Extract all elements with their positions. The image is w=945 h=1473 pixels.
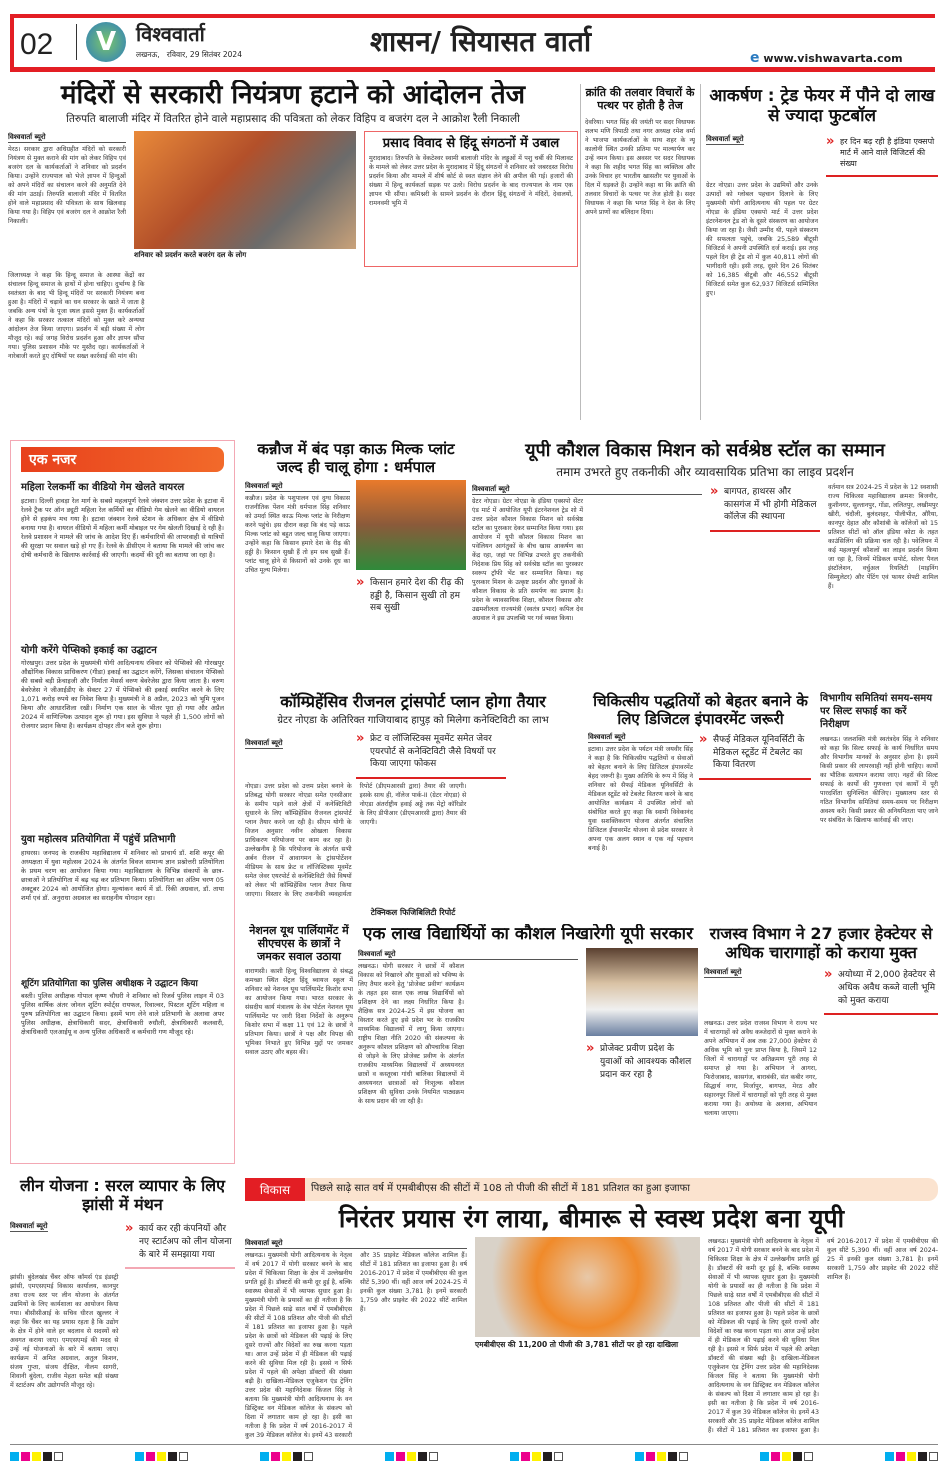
minister-photo bbox=[356, 480, 466, 570]
byline: विश्ववार्ता ब्यूरो bbox=[8, 133, 126, 143]
article-body: देवरिया। भगत सिंह की जयंती पर सदर विधायक शलभ मणि त्रिपाठी तथा नगर अध्यक्ष रमेश वर्मा ने भाजपा कार्यकर्ताओं के साथ शहर के न्यू कालोनी स्थित उनकी प्रतिमा पर माल्यार्पण कर उन्हें नमन किया। इस अवसर पर सदर विधायक ने कहा कि शहीद भगत सिंह का व्यक्तित्व और उनके विचार हर भारतीय खासतौर पर युवाओं के दिल में धड़कते हैं। उन्होंने कहा था कि क्रांति की तलवार विचारों के पत्थर पर तेज होती है। सदर विधायक ने कहा कि भगत सिंह ने देश के लिए अपने प्राणों का बलिदान दिया। bbox=[585, 119, 695, 217]
transport-subhead: ग्रेटर नोएडा के अतिरिक्त गाजियाबाद हापुड़ को मिलेगा कनेक्टिविटी का लाभ bbox=[277, 715, 549, 727]
color-swatch bbox=[510, 1452, 519, 1461]
pull-quote: » कार्य कर रही कंपनियों और नए स्टार्टअप को लीन योजना के बारे में समझाया गया bbox=[125, 1220, 235, 1269]
crosshair-mark bbox=[304, 1452, 313, 1461]
transport-headline: कॉम्प्रिहेंसिव रीजनल ट्रांसपोर्ट प्लान होगा तैयार bbox=[280, 692, 546, 711]
color-swatch bbox=[21, 1452, 30, 1461]
brand-name: विश्ववार्ता bbox=[136, 22, 205, 46]
pull-quote: » फ्रेट व लॉजिस्टिक्स मूवमेंट समेत जेवर एयरपोर्ट से कनेक्टिविटी जैसे विषयों पर किया जाएगा फोकस bbox=[356, 730, 506, 779]
color-swatch bbox=[668, 1452, 677, 1461]
color-swatch bbox=[32, 1452, 41, 1461]
vikas-banner bbox=[245, 1178, 938, 1201]
color-swatch bbox=[418, 1452, 427, 1461]
article-body: वाराणसी। काशी हिन्दू विश्वविद्यालय से संबद्ध कमच्छा स्थित सेंट्रल हिंदू ब्वायज स्कूल में शनिवार को नेशनल यूथ पार्लियामेंट किशोर सभा का आयोजन किया गया। भारत सरकार के संसदीय कार्य मंत्रालय के वेब पोर्टल नेशनल यूथ पार्लियामेंट पर जारी दिशा निर्देशों के अनुरूप किशोर सभा में कक्षा 11 एवं 12 के छात्रों ने प्रतिभाग किया। छात्रों ने पक्ष और विपक्ष की भूमिका निभाते हुए विभिन्न मुद्दों पर जमकर सवाल उठाए और बहस की। bbox=[245, 967, 353, 1056]
vikas-subheading: एमबीबीएस की 11,200 तो पीजी की 3,781 सीटों पर हो रहा दाखिला bbox=[475, 1340, 679, 1349]
cmyk-swatch-group bbox=[135, 1452, 188, 1461]
lean-headline: लीन योजना : सरल व्यापार के लिए झांसी में मंथन bbox=[19, 1176, 226, 1215]
byline: विश्ववार्ता ब्यूरो bbox=[245, 1239, 467, 1249]
color-swatch bbox=[918, 1452, 927, 1461]
byline: विश्ववार्ता ब्यूरो bbox=[245, 482, 350, 492]
color-swatch bbox=[168, 1452, 177, 1461]
section-title: शासन/ सियासत वार्ता bbox=[370, 25, 592, 58]
cmyk-swatch-group bbox=[385, 1452, 438, 1461]
website-link[interactable]: e www.vishwavarta.com bbox=[750, 50, 903, 66]
byline: विश्ववार्ता ब्यूरो bbox=[472, 485, 702, 495]
lead-headline: मंदिरों से सरकारी नियंत्रण हटाने को आंदोलन तेज bbox=[60, 80, 526, 110]
official-photo bbox=[586, 948, 698, 1036]
article-body: लखनऊ। योगी सरकार ने छात्रों में कौशल विकास को निखारने और युवाओं को भविष्य के लिए तैयार करने हेतु 'प्रोजेक्ट प्रवीण' कार्यक्रम के तहत इस साल एक लाख विद्यार्थियों को प्रशिक्षण देने का लक्ष्य निर्धारित किया है। शैक्षिक सत्र 2024-25 में इस योजना का विस्तार करते हुए इसे प्रदेश भर के राजकीय माध्यमिक विद्यालयों में लागू किया जाएगा। राष्ट्रीय शिक्षा नीति 2020 की संकल्पना के अनुरूप कौशल प्रशिक्षण को औपचारिक शिक्षा से जोड़ने के लिए प्रोजेक्ट प्रवीण के अंतर्गत राजकीय माध्यमिक विद्यालयों में अध्ययनरत छात्रों व कस्तूरबा गांधी बालिका विद्यालयों में अध्ययनरत छात्राओं को निःशुल्क कौशल प्रशिक्षण की सुविधा उनके नियमित पाठ्यक्रम के साथ प्रदान की जा रही है। bbox=[358, 963, 464, 1106]
color-swatch bbox=[896, 1452, 905, 1461]
color-swatch bbox=[43, 1452, 52, 1461]
ek-nazar-label: एक नजर bbox=[21, 447, 224, 472]
rajasva-headline: राजस्व विभाग ने 27 हजार हेक्टेयर से अधिक चारागाहों को कराया मुक्त bbox=[709, 924, 933, 963]
news-body: इटावा। दिल्ली हावड़ा रेल मार्ग के सबसे महत्वपूर्ण रेलवे जंक्शन उत्तर प्रदेश के इटावा में रेलवे ट्रैक पर ऑन ड्यूटी महिला रेल कर्मियों का वीडियो गेम खेलने का वीडियो वायरल होने से हड़कंप मच गया है। इटावा जंक्शन रेलवे स्टेशन के अधिकार क्षेत्र में वीडियो बनाया गया है। वायरल वीडियो में महिला कर्मी मोबाइल पर गेम खेलती दिखाई दे रही है। रेलवे प्रशासन ने मामले की जांच के आदेश दिए हैं। कर्मचारियों की लापरवाही से यात्रियों की सुरक्षा पर सवाल खड़े हो गए हैं। रेलवे के डीसीएम ने बताया कि मामले की जांच कर दोषी कर्मचारी के खिलाफ कार्रवाई की जाएगी। कदमों की दूरी का बताया जा रहा है। bbox=[21, 496, 224, 559]
color-swatch bbox=[10, 1452, 19, 1461]
color-swatch bbox=[885, 1452, 894, 1461]
pull-quote: » प्रोजेक्ट प्रवीण प्रदेश के युवाओं को आवश्यक कौशल प्रदान कर रहा है bbox=[586, 1040, 698, 1087]
byline: विश्ववार्ता ब्यूरो bbox=[245, 739, 283, 748]
banner-text: पिछले साढ़े सात वर्ष में एमबीबीएस की सीटों में 108 तो पीजी की सीटों में 181 प्रतिशत का हुआ इजाफा bbox=[311, 1183, 690, 1194]
crosshair-mark bbox=[929, 1452, 938, 1461]
article-body: लखनऊ। उत्तर प्रदेश राजस्व विभाग ने राज्य भर में चारागाहों को अवैध कब्जेदारों से मुक्त कराने के अपने अभियान में अब तक 27,000 हेक्टेयर से अधिक भूमि को पुनः प्राप्त किया है, जिसमें 12 जिलों में चारागाहों पर अतिक्रमण पूरी तरह से समाप्त हो गया है। अभियान ने आगरा, फिरोजाबाद, कासगंज, बाराबंकी, संत कबीर नगर, सिद्धार्थ नगर, मिर्जापुर, बागपत, मेरठ और सहारनपुर जिलों में चारागाहों को पूरी तरह से मुक्त कराया गया है। अयोध्या के अलावा, अभियान चलाया जाएगा। bbox=[704, 1020, 817, 1118]
cmyk-swatch-group bbox=[10, 1452, 63, 1461]
chief-minister-photo bbox=[475, 1237, 700, 1337]
photo-caption: शनिवार को प्रदर्शन करते बजरंग दल के लोग bbox=[134, 250, 247, 259]
color-swatch bbox=[543, 1452, 552, 1461]
ek-lakh-headline: एक लाख विद्यार्थियों का कौशल निखारेगी यूपी सरकार bbox=[362, 924, 694, 944]
kranti-headline: क्रांति की तलवार विचारों के पत्थर पर होती है तेज bbox=[585, 86, 695, 113]
kannauj-headline: कन्नौज में बंद पड़ा काऊ मिल्क प्लांट जल्द ही चालू होगा : धर्मपाल bbox=[257, 440, 455, 476]
color-swatch bbox=[793, 1452, 802, 1461]
news-body: गोरखपुर। उत्तर प्रदेश के मुख्यमंत्री योगी आदित्यनाथ रविवार को पेप्सिको की गोरखपुर औद्योगिक विकास प्राधिकरण (गीडा) इकाई का उद्घाटन करेंगे, जिसका संचालन पेप्सिको की सबसे बड़ी फ्रेंचाइजी और निर्माता मेसर्स वरुण बेवरेजेस द्वारा किया जाता है। वरुण बेवरेजेस ने जीआईडीए के सेक्टर 27 में पेप्सिको की इकाई स्थापित करने के लिए 1,071 करोड़ रुपये का निवेश किया है। मुख्यमंत्री ने 8 अप्रैल, 2023 को भूमि पूजन किया और आधारशिला रखी। निर्माण एक साल के भीतर पूरा हो गया और अप्रैल 2024 में वाणिज्यिक उत्पादन शुरू हो गया। इस सुविधा ने पहले ही 1,500 लोगों को रोजगार प्रदान किया है। कार्यक्रम दोपहर तीन बजे शुरू होगा। bbox=[21, 659, 224, 730]
divider bbox=[76, 24, 77, 60]
chikitsa-headline: चिकित्सीय पद्धतियों को बेहतर बनाने के लिए डिजिटल इंपावरमेंट जरूरी bbox=[593, 692, 808, 728]
color-swatch bbox=[771, 1452, 780, 1461]
byline: विश्ववार्ता ब्यूरो bbox=[10, 1222, 48, 1231]
color-swatch bbox=[782, 1452, 791, 1461]
news-headline: योगी करेंगे पेप्सिको इकाई का उद्घाटन bbox=[21, 644, 157, 656]
color-swatch bbox=[293, 1452, 302, 1461]
news-headline: शूटिंग प्रतियोगिता का पुलिस अधीक्षक ने उद्घाटन किया bbox=[21, 978, 198, 989]
color-registration-strip bbox=[10, 1452, 938, 1461]
pull-quote: » सैफई मेडिकल यूनिवर्सिटी के मेडिकल स्टूडेंट में टेबलेट का किया वितरण bbox=[699, 731, 811, 780]
crosshair-mark bbox=[679, 1452, 688, 1461]
rally-photo bbox=[134, 131, 356, 249]
transport-subheading: टेक्निकल फिजिबिलिटी रिपोर्ट bbox=[370, 907, 456, 917]
color-swatch bbox=[271, 1452, 280, 1461]
cmyk-swatch-group bbox=[510, 1452, 563, 1461]
cmyk-swatch-group bbox=[760, 1452, 813, 1461]
article-body: ग्रेटर नोएडा। उत्तर प्रदेश के उद्यमियों और उनके उत्पादों को ग्लोबल पहचान दिलाने के लिए मुख्यमंत्री योगी आदित्यनाथ की पहल पर ग्रेटर नोएडा के इंडिया एक्सपो मार्ट में उत्तर प्रदेश इंटरनेशनल ट्रेड शो के दूसरे संस्करण का आयोजन किया जा रहा है। जैसी उम्मीद थी, पहले संस्करण की सफलता पहुंचे, जबकि 25,589 बीटूसी विजिटर्स ने अपनी उपस्थिति दर्ज कराई। इस तरह पहले दिन ही ट्रेड शो में कुल 40,811 लोगों की भागीदारी रही। इसी तरह, दूसरे दिन 26 सितंबर को 16,385 बीटूबी और 46,552 बीटूसी विजिटर्स समेत कुल 62,937 विजिटर्स सम्मिलित हुए। bbox=[706, 182, 818, 298]
article-body: इटावा। उत्तर प्रदेश के पर्यटन मंत्री जयवीर सिंह ने कहा है कि चिकित्सीय पद्धतियों व सेवाओं को बेहतर बनाने के लिए डिजिटल इंपावरमेंट बेहद जरूरी है। मुख्य अतिथि के रूप में सिंह ने शनिवार को सैफई मेडिकल यूनिवर्सिटी के मेडिकल स्टूडेंट को टेबलेट वितरण करने के बाद आयोजित कार्यक्रम में उपस्थित लोगों को संबोधित करते हुए कहा कि स्वामी विवेकानंद युवा सशक्तिकरण योजना अंतर्गत संचालित डिजिटल ईंपावरमेंट योजना से प्रदेश सरकार ने अपना एक अलग स्थान व एक नई पहचान बनाई है। bbox=[588, 746, 693, 852]
news-headline: युवा महोत्सव प्रतियोगिता में पहुंचें प्रतिभागी bbox=[21, 834, 176, 845]
color-swatch bbox=[260, 1452, 269, 1461]
cmyk-swatch-group bbox=[635, 1452, 688, 1461]
color-swatch bbox=[407, 1452, 416, 1461]
byline: विश्ववार्ता ब्यूरो bbox=[706, 134, 744, 143]
pull-quote: » बागपत, हाथरस और कासगंज में भी होगी मेडिकल कॉलेज की स्थापना bbox=[710, 483, 820, 532]
page-number: 02 bbox=[20, 28, 54, 61]
color-swatch bbox=[146, 1452, 155, 1461]
aakarshan-headline: आकर्षण : ट्रेड फेयर में पौने दो लाख से ज्यादा फुटबॉल bbox=[709, 86, 935, 127]
article-body: लखनऊ। मुख्यमंत्री योगी आदित्यनाथ के नेतृत्व में वर्ष 2017 में योगी सरकार बनने के बाद प्रदेश में चिकित्सा शिक्षा के क्षेत्र में उल्लेखनीय प्रगति हुई है। डॉक्टरों की कमी दूर हुई है, बल्कि स्वास्थ्य सेवाओं में भी व्यापक सुधार हुआ है। मुख्यमंत्री योगी के प्रयासों का ही नतीजा है कि प्रदेश में पिछले साढ़े सात वर्षों में एमबीबीएस की सीटों में 108 प्रतिशत और पीजी की सीटों में 181 प्रतिशत का इजाफा हुआ है। पहले प्रदेश के छात्रों को मेडिकल की पढ़ाई के लिए दूसरे राज्यों और विदेशों का रुख करना पड़ता था। आज उन्हें प्रदेश में ही मेडिकल की पढ़ाई करने की सुविधा मिल रही है। इससे न सिर्फ प्रदेश में पहले की अपेक्षा डॉक्टरों की संख्या बढ़ी है। दाखिला-मेडिकल एजुकेशन एंड ट्रेनिंग उत्तर प्रदेश की महानिदेशक किंजल सिंह ने बताया कि मुख्यमंत्री योगी आदित्यनाथ के वन डिस्ट्रिक्ट वन मेडिकल कॉलेज के संकल्प को दिशा में लगातार काम हो रहा है। इसी का नतीजा है कि प्रदेश में वर्ष 2016-2017 में कुल 39 मेडिकल कॉलेज थे। इनमें 43 सरकारी और 35 प्राइवेट मेडिकल कॉलेज शामिल हैं। सीटों में 181 प्रतिशत का इजाफा हुआ है। वर्ष 2016-2017 में प्रदेश में एमबीबीएस की कुल सीटें 5,390 थीं। वहीं आज वर्ष 2024-25 में इनकी कुल संख्या 3,781 है। इनमें सरकारी 1,759 और प्राइवेट की 2022 सीटें शामिल हैं। bbox=[245, 1252, 467, 1439]
byline: विश्ववार्ता ब्यूरो bbox=[704, 968, 742, 977]
lead-subhead: तिरुपति बालाजी मंदिर में वितरित होने वाले महाप्रसाद की पवित्रता को लेकर विहिप व बजरंग दल ने आक्रोश रैली निकाली bbox=[66, 113, 520, 126]
article-body: ग्रेटर नोएडा। ग्रेटर नोएडा के इंडिया एक्सपो सेंटर एंड मार्ट में आयोजित यूपी इंटरनेशनल ट्रेड शो में उत्तर प्रदेश कौशल विकास मिशन को सर्वश्रेष्ठ स्टॉल का पुरस्कार देकर सम्मानित किया गया। इस आयोजन में यूपी कौशल विकास मिशन का पवेलियन आगंतुकों के बीच खास आकर्षण का केंद्र रहा, जहां पर विभिन्न उभरते हुए तकनीकी निदेशक प्रिय सिंह को सर्वश्रेष्ठ स्टॉल का पुरस्कार स्वरूप ट्रॉफी भेंट कर सम्मानित किया। यह पुरस्कार मिशन के उत्कृष्ट प्रदर्शन और युवाओं के कौशल विकास के प्रति समर्पण का प्रमाण है। प्रदेश के व्यावसायिक शिक्षा, कौशल विकास और उद्यमशीलता राज्यमंत्री (स्वतंत्र प्रभार) कपिल देव अग्रवाल ने इस उपलब्धि पर गर्व व्यक्त किया। bbox=[472, 498, 583, 623]
color-swatch bbox=[282, 1452, 291, 1461]
pull-quote: » हर दिन बढ़ रही है इंडिया एक्सपो मार्ट में आने वाले विजिटर्स की संख्या bbox=[826, 133, 938, 178]
cmyk-swatch-group bbox=[885, 1452, 938, 1461]
color-swatch bbox=[135, 1452, 144, 1461]
news-body: हाथरस। जनपद के राजकीय महाविद्यालय में शनिवार को प्राचार्य डॉ. शशि कपूर की अध्यक्षता में युवा महोत्सव 2024 के अंतर्गत विवज सामान्य ज्ञान प्रश्नोत्तरी प्रतियोगिता के प्रथम चरण का आयोजन किया गया। महाविद्यालय के विभिन्न संकायों के छात्र-छात्राओं ने प्रतियोगिता में बढ़ चढ़ कर प्रतिभाग किया। प्रतियोगिता का अंतिम चरण 05 अक्टूबर 2024 को आयोजित होगा। मूल्यांकन कार्य में डॉ. रिंकी अग्रवाल, डॉ. ताया शर्मा एवं डॉ. अनुराधा अग्रवाल का सराहनीय योगदान रहा। bbox=[21, 848, 224, 902]
news-headline: महिला रेलकर्मी का वीडियो गेम खेलते वायरल bbox=[21, 482, 185, 493]
kaushal-headline: यूपी कौशल विकास मिशन को सर्वश्रेष्ठ स्टॉल का सम्मान bbox=[525, 440, 885, 461]
browser-icon: e bbox=[750, 50, 760, 66]
lead-body-continued: जिलाध्यक्ष ने कहा कि हिन्दू समाज के आस्था केंद्रों का संचालन हिन्दू समाज के हाथों में होना चाहिए। दुर्भाग्य है कि स्वतंत्रता के बाद भी हिन्दू मंदिरों पर सरकारी नियंत्रण बना हुआ है। मंदिरों में चढ़ावे का धन सरकार के खाते में जाता है जबकि अन्य पंथों के पूजा स्थल इससे मुक्त हैं। कार्यकर्ताओं ने कहा कि सरकार तत्काल मंदिरों को मुक्त करे अन्यथा आंदोलन तेज किया जाएगा। प्रदर्शन में बड़ी संख्या में लोग मौजूद रहे। कई जगह विरोध प्रदर्शन हुआ और ज्ञापन सौंपा गया। पुलिस प्रशासन मौके पर मुस्तैद रहा। कार्यकर्ताओं ने नारेबाजी करते हुए दोषियों पर सख्त कार्रवाई की मांग की। bbox=[8, 271, 145, 360]
article-body: लखनऊ। जलशक्ति मंत्री स्वतंत्रदेव सिंह ने शनिवार को कहा कि सिल्ट सफाई के कार्य निर्धारित समय और विभागीय मानकों के अनुसार होना है। इसमें किसी प्रकार की लापरवाही नहीं होनी चाहिए। कार्यों का भौतिक सत्यापन कराया जाए। नहरों की सिल्ट सफाई के कार्यों की गुणवत्ता एवं कार्यों में पूरी पारदर्शिता सुनिश्चित कीजिए। मुख्यालय स्तर से गठित विभागीय समितियां समय-समय पर निरीक्षण अवश्य करें। किसी प्रकार की अनियमितता पाए जाने पर संबंधित के खिलाफ कार्रवाई की जाए। bbox=[820, 736, 938, 824]
crosshair-mark bbox=[554, 1452, 563, 1461]
article-body: कन्नौज। प्रदेश के पशुपालन एवं दुग्ध विकास राजनीतिक पेंशन मंत्री धर्मपाल सिंह शनिवार को उमर्दा स्थित काऊ मिल्क प्लांट के निरीक्षण करने पहुंचे। इस दौरान कहा कि बंद पड़े काऊ मिल्क प्लांट को बहुत जल्द चालू किया जाएगा। उन्होंने कहा कि किसान हमारे देश के रीढ़ की हड्डी है। किसान सुखी हैं तो हम सब सुखी हैं। प्लांट चालू होने से किसानों को उनके दूध का उचित मूल्य मिलेगा। bbox=[245, 495, 350, 574]
pull-quote: » किसान हमारे देश की रीढ़ की हड्डी है, किसान सुखी तो हम सब सुखी bbox=[356, 574, 466, 621]
byline: विश्ववार्ता ब्यूरो bbox=[588, 733, 693, 743]
prasad-headline: प्रसाद विवाद से हिंदू संगठनों में उबाल bbox=[382, 135, 560, 151]
crosshair-mark bbox=[429, 1452, 438, 1461]
crosshair-mark bbox=[804, 1452, 813, 1461]
ek-nazar-box bbox=[10, 440, 235, 1164]
color-swatch bbox=[635, 1452, 644, 1461]
article-body: नोएडा। उत्तर प्रदेश को उत्तम प्रदेश बनाने के प्रतिबद्ध योगी सरकार नोएडा समेत एनसीआर के समीप पड़ने वाले क्षेत्रों में कनेक्टिविटी सुधारने के लिए कॉम्प्रिहेंसिव रीजनल ट्रांसपोर्ट प्लान तैयार करने जा रही है। सीएम योगी के विजन अनुसार नवीन ओखला विकास प्राधिकरण परियोजना पर काम कर रहा है। उल्लेखनीय है कि परियोजना के अंतर्गत सभी अर्बन रीजन में आवागमन के ट्रांसपोर्टेशन मीडियम के साथ फ्रेट व लॉजिस्टिक्स मूवमेंट समेत जेवर एयरपोर्ट से कनेक्टिविटी जैसे विषयों को लेकर भी कॉम्प्रिहेंसिव प्लान तैयार किया जाएगा। विस्तार के लिए तकनीकी व्यवहार्यता रिपोर्ट (डीएमआरसी द्वारा) तैयार की जाएगी। इसके साथ ही, नॉलेज पार्क-II (ग्रेटर नोएडा) से नोएडा अंतर्राष्ट्रीय हवाई अड्डे तक मेट्रो कॉरिडोर के लिए डीपीआर (डीएमआरसी द्वारा) तैयार की जाएगी। bbox=[245, 782, 467, 898]
lead-story bbox=[8, 80, 578, 420]
article-body: मेरठ। सरकार द्वारा अधिग्रहीत मंदिरों को सरकारी नियंत्रण से मुक्त कराने की मांग को लेकर विहिप एवं बजरंग दल के कार्यकर्ताओं ने शनिवार को प्रदर्शन किया। उन्होंने राज्यपाल को भेजे ज्ञापन में हिन्दुओं को अपने मंदिरों का संचालन करने की अनुमति देने की मांग उठाई। तिरुपति बालाजी मंदिर में वितरित होने वाले महाप्रसाद की पवित्रता के साथ खिलवाड़ किया गया है। विहिप एवं बजरंग दल ने आक्रोश रैली निकाली। bbox=[8, 145, 126, 225]
news-body: बस्ती। पुलिस अधीक्षक गोपाल कृष्ण चौधरी ने शनिवार को रिजर्व पुलिस लाइन में 03 पुलिस वार्षिक अंतर जोनल शूटिंग स्पोर्ट्स रायफल, रिवाल्वर, पिस्टल शूटिंग महिला व पुरुष प्रतियोगिता का उद्घाटन किया। इसमें भाग लेने वाले प्रतिभागी के अलावा अपर पुलिस अधीक्षक, क्षेत्राधिकारी सदर, क्षेत्राधिकारी रुधौली, क्षेत्राधिकारी कलवारी, क्षेत्राधिकारी एलआईयू व अन्य पुलिस अधिकारी व कर्मचारी गण मौजूद रहे। bbox=[21, 991, 224, 1036]
article-body-continued: लखनऊ। मुख्यमंत्री योगी आदित्यनाथ के नेतृत्व में वर्ष 2017 में योगी सरकार बनने के बाद प्रदेश में चिकित्सा शिक्षा के क्षेत्र में उल्लेखनीय प्रगति हुई है। डॉक्टरों की कमी दूर हुई है, बल्कि स्वास्थ्य सेवाओं में भी व्यापक सुधार हुआ है। मुख्यमंत्री योगी के प्रयासों का ही नतीजा है कि प्रदेश में पिछले साढ़े सात वर्षों में एमबीबीएस की सीटों में 108 प्रतिशत और पीजी की सीटों में 181 प्रतिशत का इजाफा हुआ है। पहले प्रदेश के छात्रों को मेडिकल की पढ़ाई के लिए दूसरे राज्यों और विदेशों का रुख करना पड़ता था। आज उन्हें प्रदेश में ही मेडिकल की पढ़ाई करने की सुविधा मिल रही है। इससे न सिर्फ प्रदेश में पहले की अपेक्षा डॉक्टरों की संख्या बढ़ी है। दाखिला-मेडिकल एजुकेशन एंड ट्रेनिंग उत्तर प्रदेश की महानिदेशक किंजल सिंह ने बताया कि मुख्यमंत्री योगी आदित्यनाथ के वन डिस्ट्रिक्ट वन मेडिकल कॉलेज के संकल्प को दिशा में लगातार काम हो रहा है। इसी का नतीजा है कि प्रदेश में वर्ष 2016-2017 में कुल 39 मेडिकल कॉलेज थे। इनमें 43 सरकारी और 35 प्राइवेट मेडिकल कॉलेज शामिल हैं। सीटों में 181 प्रतिशत का इजाफा हुआ है। वर्ष 2016-2017 में प्रदेश में एमबीबीएस की कुल सीटें 5,390 थीं। वहीं आज वर्ष 2024-25 में इनकी कुल संख्या 3,781 है। इनमें सरकारी 1,759 और प्राइवेट की 2022 सीटें शामिल हैं। bbox=[708, 1238, 938, 1434]
color-swatch bbox=[646, 1452, 655, 1461]
vibhag-headline: विभागीय समितियां समय-समय पर सिल्ट सफाई का करें निरीक्षण bbox=[820, 693, 932, 730]
vikas-tag: विकास bbox=[245, 1178, 305, 1201]
color-swatch bbox=[396, 1452, 405, 1461]
color-swatch bbox=[157, 1452, 166, 1461]
color-swatch bbox=[760, 1452, 769, 1461]
color-swatch bbox=[907, 1452, 916, 1461]
vikas-headline: निरंतर प्रयास रंग लाया, बीमारू से स्वस्थ प्रदेश बना यूपी bbox=[338, 1204, 845, 1233]
crosshair-mark bbox=[54, 1452, 63, 1461]
crosshair-mark bbox=[179, 1452, 188, 1461]
logo-icon: V bbox=[86, 22, 126, 62]
color-swatch bbox=[521, 1452, 530, 1461]
color-swatch bbox=[532, 1452, 541, 1461]
dateline: लखनऊ, रविवार, 29 सितंबर 2024 bbox=[136, 50, 242, 59]
youth-headline: नेशनल यूथ पार्लियामेंट में सीएचएस के छात्रों ने जमकर सवाल उठाया bbox=[249, 924, 349, 964]
byline: विश्ववार्ता ब्यूरो bbox=[358, 950, 578, 960]
color-swatch bbox=[385, 1452, 394, 1461]
kaushal-subhead: तमाम उभरते हुए तकनीकी और व्यावसायिक प्रतिभा का लाइव प्रदर्शन bbox=[556, 464, 854, 479]
article-body: वर्तमान सत्र 2024-25 में प्रदेश के 12 स्वशासी राज्य चिकित्सा महाविद्यालय क्रमशः बिजनौर, कुशीनगर, सुल्तानपुर, गोंडा, ललितपुर, लखीमपुर खीरी, चंदौली, बुलंदशहर, पीलीभीत, औरैया, कानपुर देहात और कौशांबी के कॉलेजों को 15 प्रतिशत सीटों को ऑल इंडिया कोटा के तहत काउंसिलिंग की प्रक्रिया चल रही है। पवेलियन में कई महत्वपूर्ण कौशलों का लाइव प्रदर्शन किया जा रहा है, जिनमें मेडिकल सपोर्ट, सोलर पैनल इंस्टॉलेशन, वर्चुअल रियलिटी (माइनिंग सिम्युलेटर) और पेंटिंग एवं फायर सेफ्टी शामिल हैं। bbox=[828, 484, 938, 591]
color-swatch bbox=[657, 1452, 666, 1461]
prasad-box bbox=[364, 131, 578, 267]
article-body: मुरादाबाद। तिरुपति के वेंकटेश्वर स्वामी बालाजी मंदिर के लड्डुओं में पशु चर्बी की मिलावट के मामले को लेकर उत्तर प्रदेश के मुरादाबाद में हिंदू संगठनों ने शनिवार को जबरदस्त विरोध प्रदर्शन किया और मामले में शीर्ष कोर्ट से स्वत संज्ञान लेने की अपील की गई। हजारों की संख्या में हिन्दू कार्यकर्ता सड़क पर उतरे। विरोध प्रदर्शन के बाद राज्यपाल के नाम एक ज्ञापन भी सौंपा। कमिश्नरी के सामने प्रदर्शन के दौरान हिंदू संगठनों ने मंदिरों, देवालयों, रामनवमी भूमि में bbox=[369, 155, 573, 208]
pull-quote: » अयोध्या में 2,000 हेक्टेयर से अधिक अवैध कब्जे वाली भूमि को मुक्त कराया bbox=[824, 966, 938, 1015]
article-body: झांसी। बुंदेलखंड चैंबर ऑफ कॉमर्स एंड इंडस्ट्री झांसी, एमएसएमई विकास कार्यालय, कानपुर तथा राज्य स्तर पर लीन योजना के अंतर्गत उद्यमियों के लिए कार्यशाला का आयोजन किया गया। बीसीसीआई के सचिव धीरज खुल्लर ने कहा कि चैंबर का यह प्रयास रहता है कि उद्योग के क्षेत्र में होने वाले हर बदलाव से सदस्यों को अवगत कराया जाए। एमएसएमई की मदद से उन्हें नई योजनाओं के बारे में बताया जाए। कार्यक्रम में अमित अग्रवाल, अतुल किशन, संजय गुप्ता, संजय दीक्षित, नीलम सागरी, शिवानी बुंदेला, राजीव मेहता समेत बड़ी संख्या में स्टार्टअप और उद्योगपति मौजूद रहे। bbox=[10, 1274, 119, 1390]
cmyk-swatch-group bbox=[260, 1452, 313, 1461]
